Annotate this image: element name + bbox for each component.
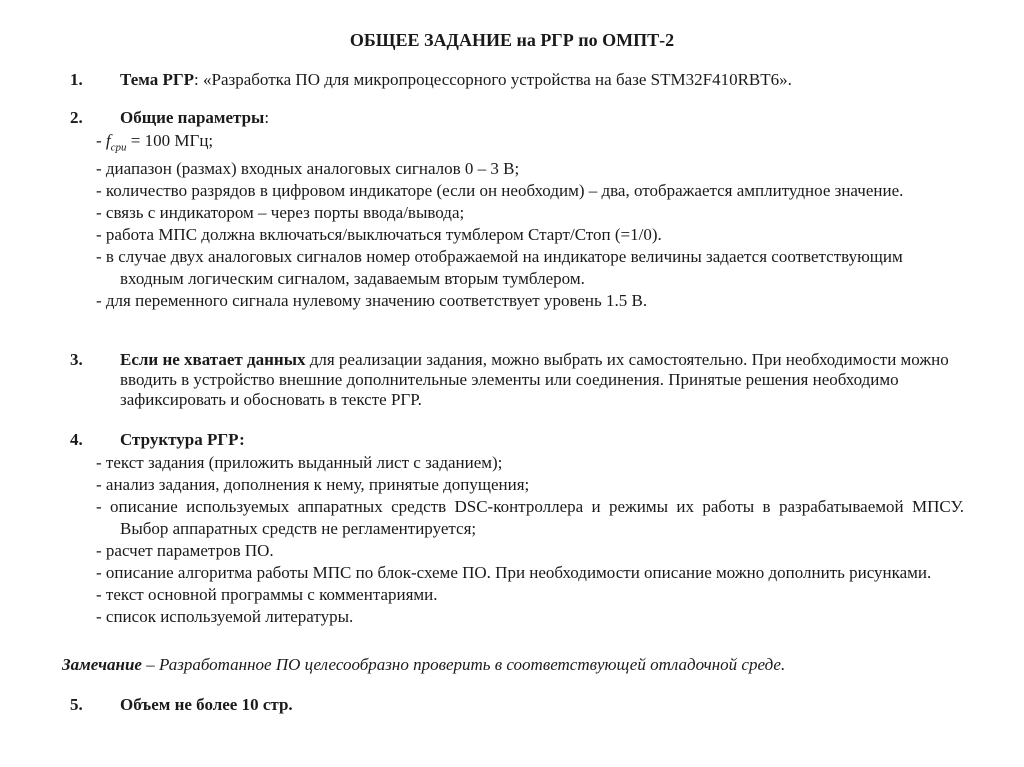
section-2-label: Общие параметры (120, 108, 265, 127)
section-5-number: 5. (70, 695, 83, 714)
section-1-text: : «Разработка ПО для микропроцессорного устройства на базе STM32F410RBT6». (194, 70, 792, 89)
section-2-colon: : (264, 108, 270, 127)
fcpu-value: = 100 МГц; (126, 131, 214, 150)
section-4-label: Структура РГР: (120, 430, 245, 449)
section-2-heading (120, 108, 269, 128)
section-4-heading (120, 430, 245, 450)
list-item-fcpu (96, 130, 964, 158)
list-item: - связь с индикатором – через порты ввода/вывода; (96, 203, 465, 223)
list-item: - текст задания (приложить выданный лист с заданием); (96, 453, 503, 472)
note-remark (62, 655, 785, 675)
list-item: - в случае двух аналоговых сигналов номер отображаемой на индикаторе величины задается соответствующим входным логическим сигналом, задаваемым вторым тумблером. (96, 247, 903, 289)
section-1-heading (120, 70, 792, 90)
list-item: - описание алгоритма работы МПС по блок-схеме ПО. При необходимости описание можно дополнить рисунками. (96, 563, 932, 582)
section-2-list (96, 130, 964, 312)
list-item: - анализ задания, дополнения к нему, принятые допущения; (96, 475, 530, 494)
section-3-number: 3. (70, 350, 83, 369)
page-title: ОБЩЕЕ ЗАДАНИЕ на РГР по ОМПТ-2 (349, 30, 675, 50)
section-4-list (96, 452, 964, 628)
section-3-text: для реализации задания, можно выбрать их самостоятельно. При необходимости можно вводить в устройство внешние дополнительные элементы или соединения. Принятые решения необходимо зафиксировать и обосновать в тексте РГР. (120, 350, 949, 409)
list-item: - работа МПС должна включаться/выключаться тумблером Старт/Стоп (=1/0). (96, 225, 662, 245)
note-text: – Разработанное ПО целесообразно проверить в соответствующей отладочной среде. (141, 655, 786, 674)
list-item: - диапазон (размах) входных аналоговых сигналов 0 – 3 В; (96, 159, 520, 179)
list-item: - список используемой литературы. (96, 607, 354, 626)
fcpu-subscript: cpu (110, 141, 127, 154)
list-item: - описание используемых аппаратных средств DSC-контроллера и режимы их работы в разрабатываемой МПСУ. Выбор аппаратных средств не регламентируется; (96, 497, 964, 538)
section-3-paragraph (120, 350, 965, 410)
list-item: - текст основной программы с комментариями. (96, 585, 438, 604)
section-5-heading (120, 695, 293, 715)
list-item: - расчет параметров ПО. (96, 541, 274, 560)
section-4-number: 4. (70, 430, 83, 449)
section-3-label: Если не хватает данных (120, 350, 306, 369)
section-2-number: 2. (70, 108, 83, 127)
fcpu-symbol: f (105, 131, 111, 150)
note-label: Замечание (62, 655, 142, 674)
list-item: - для переменного сигнала нулевому значению соответствует уровень 1.5 В. (96, 291, 648, 311)
list-item: - количество разрядов в цифровом индикаторе (если он необходим) – два, отображается амплитудное значение. (96, 181, 904, 201)
fcpu-prefix: - (96, 131, 106, 150)
section-5-text: Объем не более 10 стр. (120, 695, 293, 714)
section-1-label: Тема РГР (120, 70, 195, 89)
section-1-number: 1. (70, 70, 83, 89)
